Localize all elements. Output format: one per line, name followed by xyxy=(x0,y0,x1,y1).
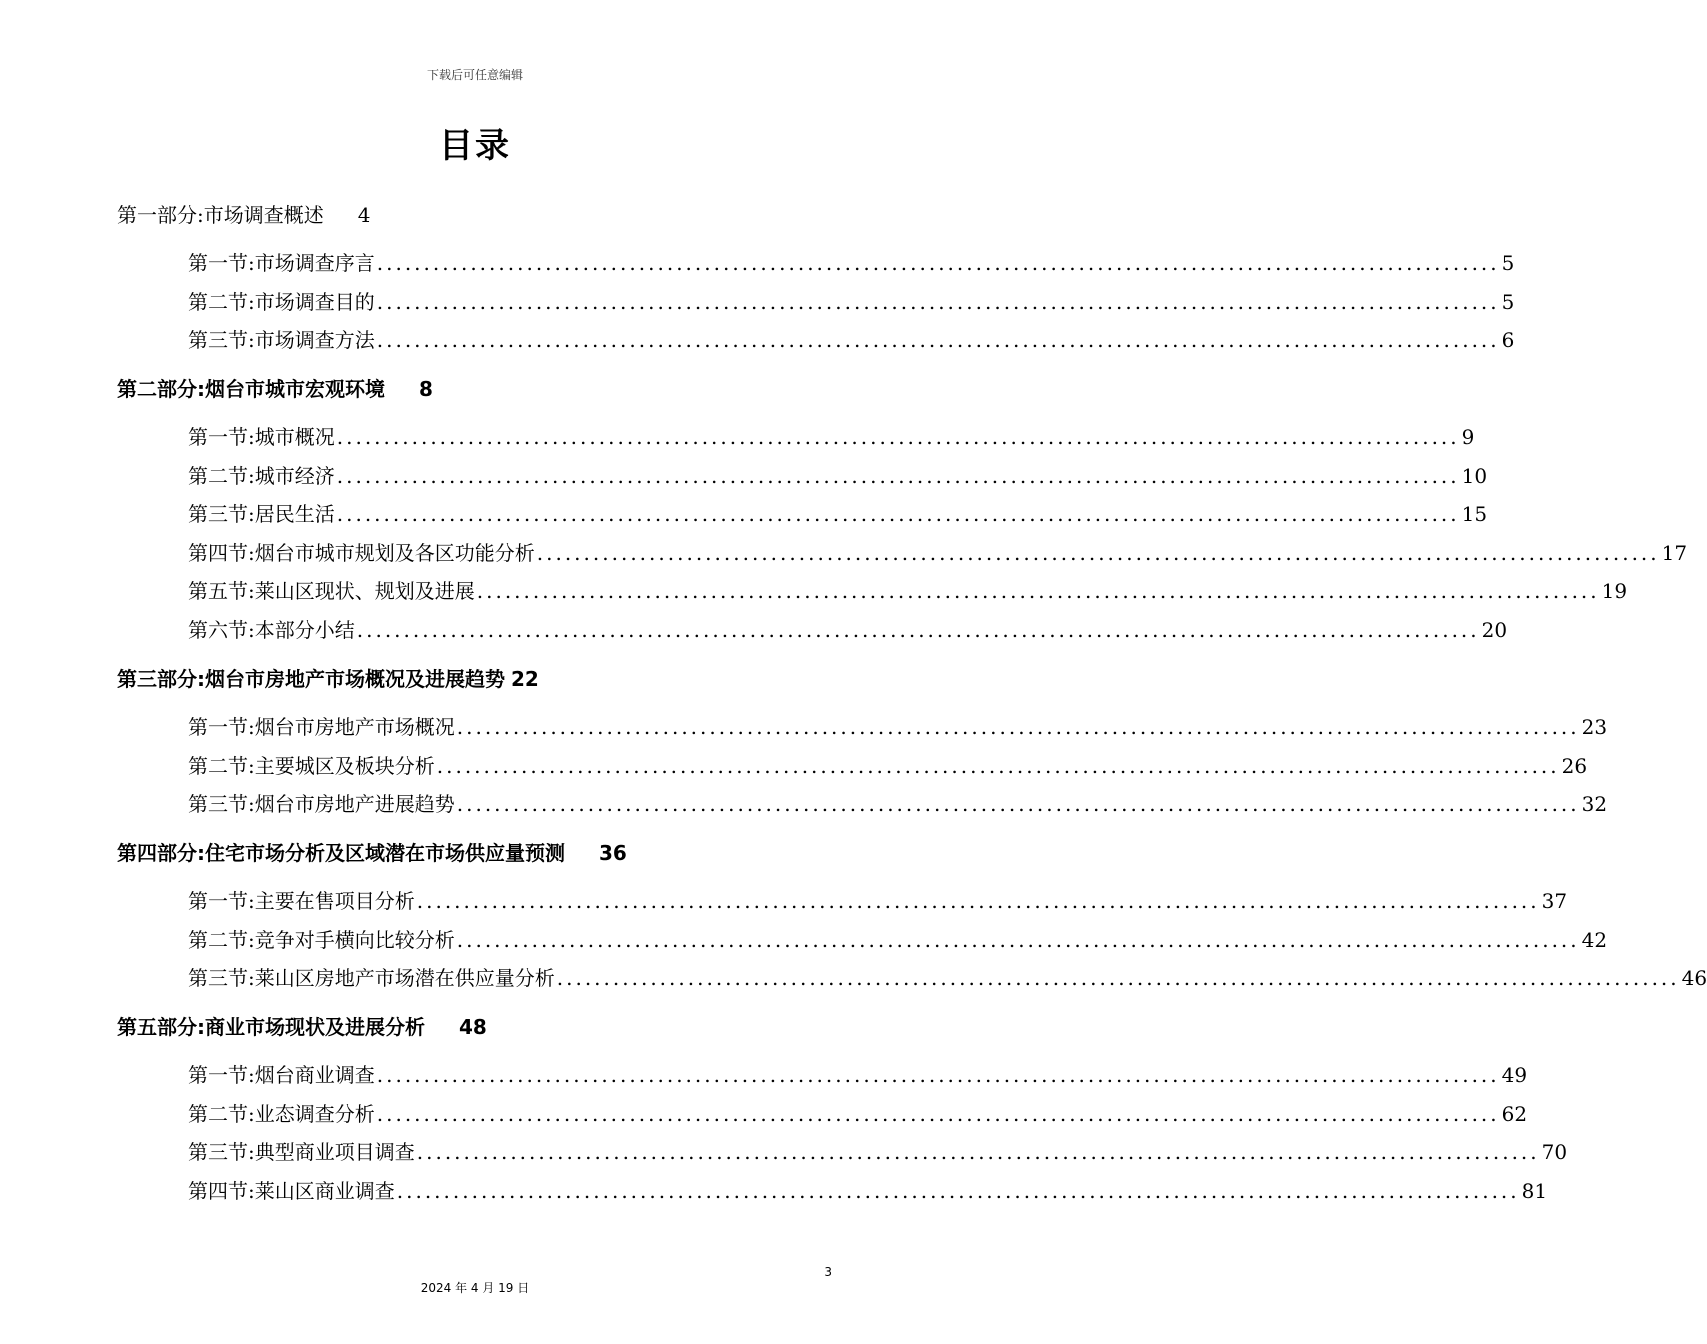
toc-section-label: 第五节:莱山区现状、规划及进展 xyxy=(188,579,475,603)
toc-part[interactable] xyxy=(117,838,627,868)
toc-section-page: 17 xyxy=(1661,540,1688,565)
toc-section[interactable] xyxy=(188,1099,1528,1129)
toc-dot-leader: ........................................................................................................................ xyxy=(436,753,1560,778)
toc-dot-leader: ........................................................................................................................ xyxy=(396,1178,1520,1203)
toc-section-label: 第三节:莱山区房地产市场潜在供应量分析 xyxy=(188,966,555,990)
toc-section-page: 23 xyxy=(1581,715,1608,739)
page-number: 3 xyxy=(824,1265,832,1279)
toc-section-page: 37 xyxy=(1541,889,1568,913)
toc-part-label: 第一部分:市场调查概述 xyxy=(117,203,324,227)
toc-dot-leader: ........................................................................................................................ xyxy=(336,502,1460,526)
toc-dot-leader: ........................................................................................................................ xyxy=(416,889,1540,913)
toc-section[interactable] xyxy=(188,499,1488,529)
toc-section-label: 第二节:主要城区及板块分析 xyxy=(188,753,435,778)
toc-section-label: 第一节:主要在售项目分析 xyxy=(188,889,415,913)
toc-section-page: 32 xyxy=(1581,792,1608,816)
toc-section-page: 10 xyxy=(1461,463,1488,488)
toc-section-label: 第四节:烟台市城市规划及各区功能分析 xyxy=(188,540,535,565)
toc-part[interactable] xyxy=(117,200,370,230)
toc-dot-leader: ........................................................................................................................ xyxy=(416,1140,1540,1164)
toc-section[interactable] xyxy=(188,615,1508,645)
toc-section-label: 第六节:本部分小结 xyxy=(188,617,355,642)
toc-section[interactable] xyxy=(188,1060,1528,1090)
toc-section[interactable] xyxy=(188,422,1475,452)
toc-part-page: 8 xyxy=(419,377,433,401)
toc-section-page: 46 xyxy=(1681,966,1707,990)
toc-part-page: 22 xyxy=(511,667,539,691)
toc-part-page: 4 xyxy=(357,203,371,227)
toc-part-page: 48 xyxy=(459,1015,487,1039)
toc-dot-leader: ........................................................................................................................ xyxy=(376,328,1500,352)
toc-section[interactable] xyxy=(188,325,1515,355)
footer-date: 2024 年 4 月 19 日 xyxy=(420,1281,530,1295)
toc-section-label: 第二节:竞争对手横向比较分析 xyxy=(188,927,455,952)
toc-section[interactable] xyxy=(188,1176,1548,1206)
toc-section-page: 49 xyxy=(1501,1063,1528,1087)
toc-part-label: 第五部分:商业市场现状及进展分析 xyxy=(117,1015,425,1039)
toc-part-label: 第二部分:烟台市城市宏观环境 xyxy=(117,377,385,401)
toc-section[interactable] xyxy=(188,712,1608,742)
toc-section[interactable] xyxy=(188,248,1515,278)
toc-dot-leader: ........................................................................................................................ xyxy=(336,463,1460,488)
toc-section-page: 42 xyxy=(1581,927,1608,952)
toc-section-page: 9 xyxy=(1461,425,1475,449)
toc-section-label: 第一节:城市概况 xyxy=(188,425,335,449)
toc-section[interactable] xyxy=(188,1137,1568,1167)
toc-section-page: 20 xyxy=(1481,617,1508,642)
toc-section-page: 81 xyxy=(1521,1178,1548,1203)
toc-section[interactable] xyxy=(188,886,1568,916)
toc-dot-leader: ........................................................................................................................ xyxy=(536,540,1660,565)
toc-section-label: 第一节:烟台商业调查 xyxy=(188,1063,375,1087)
toc-section[interactable] xyxy=(188,461,1488,491)
toc-dot-leader: ........................................................................................................................ xyxy=(456,927,1580,952)
toc-section[interactable] xyxy=(188,789,1608,819)
toc-section-page: 62 xyxy=(1501,1101,1528,1126)
toc-dot-leader: ........................................................................................................................ xyxy=(456,792,1580,816)
toc-section-label: 第四节:莱山区商业调查 xyxy=(188,1178,395,1203)
toc-section[interactable] xyxy=(188,538,1688,568)
toc-section-label: 第一节:市场调查序言 xyxy=(188,251,375,275)
toc-dot-leader: ........................................................................................................................ xyxy=(336,425,1460,449)
toc-section[interactable] xyxy=(188,751,1588,781)
toc-dot-leader: ........................................................................................................................ xyxy=(376,1063,1500,1087)
toc-section-page: 5 xyxy=(1501,251,1515,275)
toc-section-label: 第二节:城市经济 xyxy=(188,463,335,488)
toc-section-page: 6 xyxy=(1501,328,1515,352)
toc-section[interactable] xyxy=(188,963,1707,993)
toc-section-page: 5 xyxy=(1501,289,1515,314)
toc-section[interactable] xyxy=(188,287,1515,317)
toc-part[interactable] xyxy=(117,1012,487,1042)
toc-part-label: 第三部分:烟台市房地产市场概况及进展趋势 xyxy=(117,667,505,691)
toc-section-label: 第三节:典型商业项目调查 xyxy=(188,1140,415,1164)
header-note: 下载后可任意编辑 xyxy=(426,68,523,82)
toc-part-page: 36 xyxy=(599,841,627,865)
toc-section[interactable] xyxy=(188,576,1628,606)
toc-section-label: 第三节:市场调查方法 xyxy=(188,328,375,352)
toc-dot-leader: ........................................................................................................................ xyxy=(456,715,1580,739)
toc-section-page: 26 xyxy=(1561,753,1588,778)
page-title: 目录 xyxy=(439,126,511,166)
toc-part[interactable] xyxy=(117,664,539,694)
toc-part-label: 第四部分:住宅市场分析及区域潜在市场供应量预测 xyxy=(117,841,565,865)
toc-section-page: 15 xyxy=(1461,502,1488,526)
toc-dot-leader: ........................................................................................................................ xyxy=(376,1101,1500,1126)
toc-section-label: 第一节:烟台市房地产市场概况 xyxy=(188,715,455,739)
toc-section-page: 19 xyxy=(1601,579,1628,603)
toc-section-label: 第三节:居民生活 xyxy=(188,502,335,526)
toc-dot-leader: ........................................................................................................................ xyxy=(356,617,1480,642)
toc-section-page: 70 xyxy=(1541,1140,1568,1164)
toc-dot-leader: ........................................................................................................................ xyxy=(556,966,1680,990)
toc-section-label: 第二节:业态调查分析 xyxy=(188,1101,375,1126)
toc-section-label: 第三节:烟台市房地产进展趋势 xyxy=(188,792,455,816)
toc-dot-leader: ........................................................................................................................ xyxy=(476,579,1600,603)
toc-dot-leader: ........................................................................................................................ xyxy=(376,251,1500,275)
toc-part[interactable] xyxy=(117,374,433,404)
toc-section-label: 第二节:市场调查目的 xyxy=(188,289,375,314)
toc-dot-leader: ........................................................................................................................ xyxy=(376,289,1500,314)
toc-section[interactable] xyxy=(188,925,1608,955)
